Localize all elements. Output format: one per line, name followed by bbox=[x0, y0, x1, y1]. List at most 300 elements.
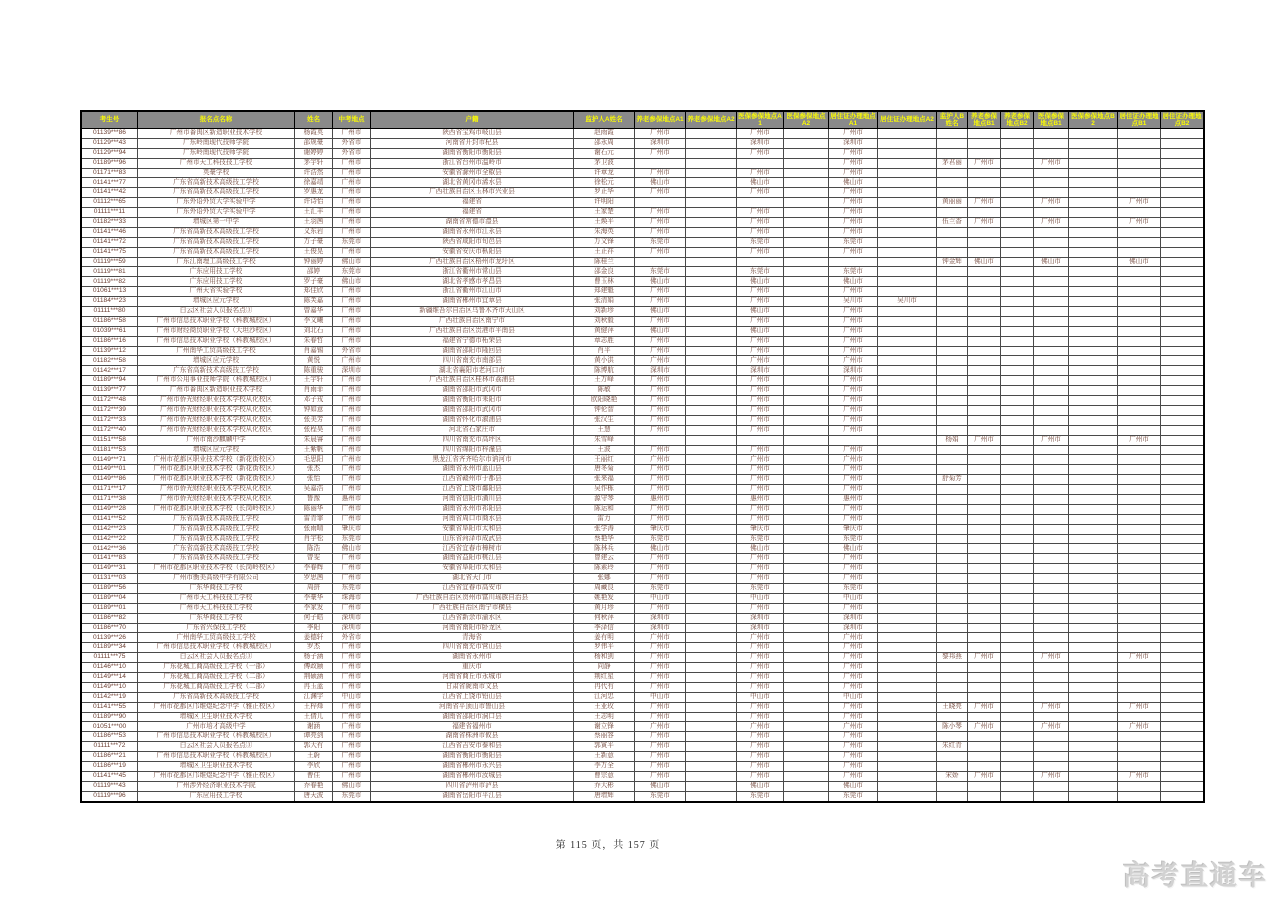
table-cell: 谢立锋 bbox=[574, 722, 635, 732]
table-cell: 广东省高新技术高级技工学校 bbox=[138, 188, 295, 198]
table-row bbox=[81, 682, 1204, 692]
table-cell bbox=[784, 623, 829, 633]
table-cell bbox=[968, 762, 1001, 772]
table-cell bbox=[878, 405, 937, 415]
table-cell: 广州市 bbox=[968, 771, 1001, 781]
table-cell: 王蔚 bbox=[295, 752, 333, 762]
table-cell: 广州市 bbox=[333, 465, 371, 475]
table-cell bbox=[784, 435, 829, 445]
table-cell bbox=[1118, 663, 1161, 673]
table-row bbox=[81, 554, 1204, 564]
table-cell: 01119***82 bbox=[81, 277, 138, 287]
table-cell bbox=[784, 267, 829, 277]
table-cell: 广东外语外贸大学实验中学 bbox=[138, 208, 295, 218]
table-cell bbox=[968, 732, 1001, 742]
table-cell: 广州市 bbox=[737, 514, 784, 524]
table-cell bbox=[937, 356, 968, 366]
table-cell: 广州市 bbox=[635, 574, 686, 584]
table-cell: 邵规豪 bbox=[295, 138, 333, 148]
header-cell: 医保参保地点A2 bbox=[784, 111, 829, 129]
table-cell: 01142***17 bbox=[81, 366, 138, 376]
table-cell bbox=[1069, 752, 1118, 762]
table-cell: 佛山市 bbox=[737, 178, 784, 188]
table-cell bbox=[1001, 455, 1034, 465]
table-cell bbox=[1001, 356, 1034, 366]
table-body bbox=[81, 129, 1204, 802]
table-cell bbox=[1161, 574, 1205, 584]
table-cell: 广州市信息技术职业学校（科教城校区） bbox=[138, 732, 295, 742]
table-cell bbox=[968, 316, 1001, 326]
table-cell bbox=[968, 405, 1001, 415]
table-cell: 01189***96 bbox=[81, 158, 138, 168]
table-cell bbox=[784, 544, 829, 554]
table-cell: 广州市 bbox=[333, 762, 371, 772]
table-cell bbox=[878, 514, 937, 524]
table-cell: 01129***43 bbox=[81, 138, 138, 148]
table-cell bbox=[784, 475, 829, 485]
table-cell bbox=[878, 752, 937, 762]
table-cell: 杨子涵 bbox=[295, 653, 333, 663]
table-cell bbox=[968, 692, 1001, 702]
table-cell bbox=[1069, 465, 1118, 475]
table-cell: 陕西省宝鸡市岐山县 bbox=[371, 129, 574, 139]
table-cell: 广州市 bbox=[333, 356, 371, 366]
table-cell bbox=[686, 247, 737, 257]
table-cell: 郭大有 bbox=[295, 742, 333, 752]
table-cell: 广州市 bbox=[737, 247, 784, 257]
table-cell bbox=[686, 376, 737, 386]
table-cell: 河南省商丘市永城市 bbox=[371, 672, 574, 682]
table-cell: 东莞市 bbox=[333, 583, 371, 593]
table-cell: 河南省信阳市潢川县 bbox=[371, 494, 574, 504]
table-cell: 01141***46 bbox=[81, 227, 138, 237]
table-cell bbox=[878, 158, 937, 168]
table-cell bbox=[1118, 287, 1161, 297]
table-cell: 中山市 bbox=[635, 692, 686, 702]
table-cell bbox=[968, 643, 1001, 653]
header-cell: 中考地点 bbox=[333, 111, 371, 129]
table-cell: 广州市 bbox=[829, 475, 878, 485]
table-cell bbox=[1034, 504, 1069, 514]
table-cell: 广州市 bbox=[333, 247, 371, 257]
table-cell bbox=[1118, 534, 1161, 544]
table-cell: 广州市 bbox=[333, 386, 371, 396]
table-row bbox=[81, 178, 1204, 188]
table-cell: 深圳市 bbox=[737, 138, 784, 148]
table-cell bbox=[1001, 267, 1034, 277]
table-cell: 广州市信息技术职业学校（科教城校区） bbox=[138, 643, 295, 653]
table-cell bbox=[878, 623, 937, 633]
table-cell: 广州市 bbox=[829, 227, 878, 237]
table-cell: 01189***04 bbox=[81, 593, 138, 603]
table-cell: 外省市 bbox=[333, 346, 371, 356]
table-cell bbox=[1001, 376, 1034, 386]
table-cell bbox=[878, 475, 937, 485]
table-row bbox=[81, 732, 1204, 742]
table-cell: 广东省高新技术高级技工学校 bbox=[138, 178, 295, 188]
table-cell bbox=[878, 445, 937, 455]
table-cell: 广州市 bbox=[333, 297, 371, 307]
table-cell bbox=[1161, 237, 1205, 247]
table-row bbox=[81, 405, 1204, 415]
table-row bbox=[81, 257, 1204, 267]
table-cell bbox=[1118, 623, 1161, 633]
table-cell: 广州市天工科技技工学校 bbox=[138, 603, 295, 613]
table-cell bbox=[686, 208, 737, 218]
table-cell bbox=[937, 455, 968, 465]
table-cell bbox=[686, 227, 737, 237]
table-cell bbox=[968, 267, 1001, 277]
table-cell: 福建省福州市 bbox=[371, 722, 574, 732]
table-row bbox=[81, 287, 1204, 297]
table-cell bbox=[1161, 178, 1205, 188]
table-cell: 广州市 bbox=[635, 218, 686, 228]
table-cell bbox=[1161, 465, 1205, 475]
table-cell bbox=[1069, 435, 1118, 445]
table-cell bbox=[1118, 781, 1161, 791]
table-cell: 广州市 bbox=[829, 653, 878, 663]
table-cell bbox=[1069, 227, 1118, 237]
table-cell: 广州市 bbox=[829, 672, 878, 682]
table-cell: 河南省周口市商水县 bbox=[371, 514, 574, 524]
table-cell bbox=[1034, 682, 1069, 692]
table-cell: 广州市 bbox=[829, 188, 878, 198]
table-cell: 曹住 bbox=[295, 771, 333, 781]
table-cell: 广州市 bbox=[737, 405, 784, 415]
table-cell: 01142***36 bbox=[81, 544, 138, 554]
table-cell bbox=[1118, 485, 1161, 495]
table-cell bbox=[937, 732, 968, 742]
table-cell bbox=[737, 435, 784, 445]
table-cell bbox=[937, 514, 968, 524]
table-cell: 许明阳 bbox=[574, 198, 635, 208]
table-cell bbox=[1069, 623, 1118, 633]
table-cell bbox=[1034, 227, 1069, 237]
table-cell: 向静 bbox=[574, 663, 635, 673]
table-cell: 广州市 bbox=[333, 316, 371, 326]
table-cell bbox=[937, 445, 968, 455]
table-cell bbox=[1118, 405, 1161, 415]
table-cell: 蔡丽容 bbox=[574, 732, 635, 742]
table-cell: 东莞市 bbox=[829, 534, 878, 544]
table-cell: 广州市 bbox=[333, 405, 371, 415]
table-cell: 广州市 bbox=[829, 415, 878, 425]
table-cell bbox=[878, 455, 937, 465]
table-cell bbox=[784, 316, 829, 326]
table-cell: 广州市 bbox=[737, 643, 784, 653]
table-cell bbox=[1069, 326, 1118, 336]
table-cell bbox=[784, 643, 829, 653]
table-cell: 福建省 bbox=[371, 208, 574, 218]
table-cell bbox=[937, 227, 968, 237]
table-cell bbox=[968, 237, 1001, 247]
table-cell bbox=[1118, 168, 1161, 178]
table-row bbox=[81, 316, 1204, 326]
table-cell: 广州市 bbox=[1118, 435, 1161, 445]
table-cell: 冉玉蓝 bbox=[295, 682, 333, 692]
table-cell bbox=[878, 692, 937, 702]
table-cell bbox=[1161, 346, 1205, 356]
table-cell bbox=[937, 247, 968, 257]
table-cell bbox=[968, 554, 1001, 564]
table-cell: 广州市 bbox=[737, 554, 784, 564]
table-cell: 01141***55 bbox=[81, 702, 138, 712]
table-cell: 湖南省永州市江永县 bbox=[371, 227, 574, 237]
table-cell: 01146***10 bbox=[81, 663, 138, 673]
table-cell bbox=[937, 583, 968, 593]
table-cell bbox=[1161, 218, 1205, 228]
table-cell bbox=[1001, 237, 1034, 247]
table-cell bbox=[686, 148, 737, 158]
table-cell bbox=[968, 336, 1001, 346]
table-cell bbox=[968, 277, 1001, 287]
table-cell bbox=[686, 762, 737, 772]
table-cell: 01142***22 bbox=[81, 534, 138, 544]
table-cell bbox=[1034, 534, 1069, 544]
table-cell: 安徽省阜阳市太和县 bbox=[371, 524, 574, 534]
table-cell bbox=[1161, 227, 1205, 237]
table-cell: 湖南省永州市蓝山县 bbox=[371, 465, 574, 475]
table-cell bbox=[1161, 316, 1205, 326]
table-cell bbox=[686, 781, 737, 791]
table-cell: 广州市 bbox=[635, 465, 686, 475]
table-cell: 广州市 bbox=[635, 425, 686, 435]
table-cell bbox=[878, 682, 937, 692]
table-cell: 雷力 bbox=[574, 514, 635, 524]
table-cell: 广州市信息技术职业学校（科教城校区） bbox=[138, 752, 295, 762]
table-cell bbox=[878, 564, 937, 574]
table-cell: 深圳市 bbox=[829, 623, 878, 633]
table-cell bbox=[784, 771, 829, 781]
table-cell: 01189***90 bbox=[81, 712, 138, 722]
table-cell: 深圳市 bbox=[635, 623, 686, 633]
table-row bbox=[81, 643, 1204, 653]
table-cell bbox=[1161, 752, 1205, 762]
table-cell: 广州市培才高级中学 bbox=[138, 722, 295, 732]
table-cell: 湖南省郴州市宜章县 bbox=[371, 297, 574, 307]
table-cell bbox=[1034, 415, 1069, 425]
table-cell: 广州市 bbox=[635, 485, 686, 495]
table-cell: 广州市 bbox=[1034, 722, 1069, 732]
table-cell: 罗子豪 bbox=[295, 277, 333, 287]
table-cell: 四川省南充市营山县 bbox=[371, 643, 574, 653]
table-cell: 黄月珍 bbox=[574, 603, 635, 613]
table-cell: 王正祥 bbox=[574, 247, 635, 257]
table-row bbox=[81, 396, 1204, 406]
table-cell: 广州市 bbox=[829, 554, 878, 564]
table-cell: 广西壮族自治区玉林市兴业县 bbox=[371, 188, 574, 198]
table-cell bbox=[1069, 732, 1118, 742]
table-cell bbox=[937, 504, 968, 514]
table-cell: 欧阳晓艳 bbox=[574, 396, 635, 406]
table-cell bbox=[1034, 643, 1069, 653]
table-cell bbox=[1161, 267, 1205, 277]
table-cell: 江西省新余市渝水区 bbox=[371, 613, 574, 623]
table-cell bbox=[784, 682, 829, 692]
table-cell: 张杰 bbox=[295, 465, 333, 475]
table-cell bbox=[1001, 178, 1034, 188]
table-cell bbox=[1118, 544, 1161, 554]
table-cell bbox=[937, 762, 968, 772]
table-row bbox=[81, 129, 1204, 139]
table-cell bbox=[686, 366, 737, 376]
table-cell bbox=[1069, 722, 1118, 732]
table-cell: 安徽省安庆市枞阳县 bbox=[371, 247, 574, 257]
table-cell bbox=[1118, 148, 1161, 158]
table-cell: 广州市 bbox=[635, 376, 686, 386]
table-cell bbox=[686, 475, 737, 485]
table-cell: 广州市侨光财经职业技术学校从化校区 bbox=[138, 485, 295, 495]
header-cell: 居住证办理地点B2 bbox=[1161, 111, 1205, 129]
table-cell bbox=[937, 465, 968, 475]
table-cell: 01111***11 bbox=[81, 208, 138, 218]
table-cell: 周藏良 bbox=[574, 583, 635, 593]
table-cell: 广州市 bbox=[635, 148, 686, 158]
table-cell bbox=[686, 455, 737, 465]
table-cell bbox=[968, 247, 1001, 257]
table-cell: 江西省宜春市樟树市 bbox=[371, 544, 574, 554]
table-cell bbox=[784, 465, 829, 475]
table-cell bbox=[1118, 514, 1161, 524]
table-cell bbox=[784, 534, 829, 544]
table-cell bbox=[784, 307, 829, 317]
table-cell bbox=[937, 208, 968, 218]
table-cell bbox=[1161, 356, 1205, 366]
table-cell bbox=[968, 208, 1001, 218]
table-cell: 广州市 bbox=[333, 208, 371, 218]
table-cell bbox=[937, 712, 968, 722]
table-cell: 王焕平 bbox=[574, 218, 635, 228]
table-cell bbox=[878, 415, 937, 425]
table-cell: 广州市 bbox=[737, 732, 784, 742]
table-cell bbox=[784, 445, 829, 455]
table-cell bbox=[1161, 554, 1205, 564]
table-cell: 佛山市 bbox=[635, 544, 686, 554]
table-cell: 广东省高新技术高级技工学校 bbox=[138, 544, 295, 554]
table-cell: 广州市 bbox=[737, 712, 784, 722]
table-row bbox=[81, 277, 1204, 287]
table-cell: 广东岭南现代技师学院 bbox=[138, 138, 295, 148]
table-cell: 佛山市 bbox=[968, 257, 1001, 267]
table-cell bbox=[1001, 287, 1034, 297]
table-cell bbox=[686, 623, 737, 633]
table-cell bbox=[1001, 504, 1034, 514]
table-cell bbox=[1034, 544, 1069, 554]
table-cell: 广州市 bbox=[737, 396, 784, 406]
table-cell bbox=[1118, 643, 1161, 653]
table-cell: 广州市 bbox=[829, 663, 878, 673]
table-cell: 广州市 bbox=[333, 307, 371, 317]
table-cell: 吴川市 bbox=[829, 297, 878, 307]
table-cell bbox=[968, 583, 1001, 593]
table-cell bbox=[1001, 297, 1034, 307]
table-cell: 陈敏 bbox=[574, 386, 635, 396]
table-cell bbox=[878, 168, 937, 178]
header-cell: 养老参保地点A1 bbox=[635, 111, 686, 129]
table-cell: 广州市 bbox=[333, 129, 371, 139]
table-cell bbox=[937, 752, 968, 762]
table-cell bbox=[1001, 524, 1034, 534]
table-cell: 广州市 bbox=[829, 574, 878, 584]
table-cell bbox=[937, 267, 968, 277]
table-row bbox=[81, 158, 1204, 168]
table-cell bbox=[1069, 791, 1118, 801]
table-row bbox=[81, 445, 1204, 455]
table-cell: 广州市 bbox=[333, 564, 371, 574]
table-cell bbox=[1069, 574, 1118, 584]
table-cell bbox=[1118, 326, 1161, 336]
table-cell: 广州市 bbox=[333, 198, 371, 208]
table-cell: 王慧 bbox=[574, 425, 635, 435]
table-cell: 湖南省益阳市桃江县 bbox=[371, 554, 574, 564]
header-cell: 养老参保地点B1 bbox=[968, 111, 1001, 129]
table-cell: 湖南省永州市 bbox=[371, 653, 574, 663]
table-cell: 广州市 bbox=[333, 771, 371, 781]
table-row bbox=[81, 307, 1204, 317]
table-cell bbox=[1161, 455, 1205, 465]
table-cell bbox=[1034, 623, 1069, 633]
table-cell bbox=[784, 386, 829, 396]
table-cell bbox=[878, 712, 937, 722]
table-cell bbox=[1001, 346, 1034, 356]
table-cell bbox=[686, 692, 737, 702]
table-cell bbox=[1118, 247, 1161, 257]
table-row bbox=[81, 663, 1204, 673]
table-cell: 王志明 bbox=[574, 712, 635, 722]
table-cell bbox=[968, 524, 1001, 534]
table-cell: 广州市 bbox=[829, 247, 878, 257]
table-cell: 广州市 bbox=[635, 633, 686, 643]
table-cell: 李家发 bbox=[295, 603, 333, 613]
table-cell bbox=[1069, 524, 1118, 534]
table-cell bbox=[1034, 791, 1069, 801]
table-cell: 广州市 bbox=[1034, 218, 1069, 228]
table-cell: 广州市 bbox=[333, 227, 371, 237]
table-cell bbox=[1034, 138, 1069, 148]
table-cell: 01111***75 bbox=[81, 653, 138, 663]
table-cell bbox=[1118, 277, 1161, 287]
table-cell bbox=[1069, 148, 1118, 158]
table-cell bbox=[686, 307, 737, 317]
table-cell bbox=[1001, 396, 1034, 406]
table-row bbox=[81, 762, 1204, 772]
table-cell: 姜有明 bbox=[574, 633, 635, 643]
table-cell bbox=[937, 485, 968, 495]
table-cell bbox=[1034, 524, 1069, 534]
table-cell bbox=[784, 524, 829, 534]
table-cell: 广州市 bbox=[737, 504, 784, 514]
table-cell: 邵永周 bbox=[574, 138, 635, 148]
table-cell bbox=[1161, 692, 1205, 702]
table-cell bbox=[878, 554, 937, 564]
table-cell: 01171***83 bbox=[81, 168, 138, 178]
table-cell: 广州市 bbox=[737, 336, 784, 346]
table-cell bbox=[784, 287, 829, 297]
table-cell: 广州市 bbox=[829, 643, 878, 653]
table-cell: 广州市花都区职业技术学校（新花街校区） bbox=[138, 475, 295, 485]
table-cell: 01149***14 bbox=[81, 672, 138, 682]
table-cell: 广西壮族自治区桂林市荔浦县 bbox=[371, 376, 574, 386]
table-cell: 中山市 bbox=[829, 593, 878, 603]
table-cell bbox=[1001, 613, 1034, 623]
table-cell: 肖宇松 bbox=[295, 534, 333, 544]
table-cell bbox=[968, 425, 1001, 435]
table-cell bbox=[878, 376, 937, 386]
table-cell: 广州市 bbox=[635, 129, 686, 139]
table-cell: 佛山市 bbox=[1034, 257, 1069, 267]
table-cell bbox=[1001, 405, 1034, 415]
table-cell: 杨和剑 bbox=[574, 653, 635, 663]
